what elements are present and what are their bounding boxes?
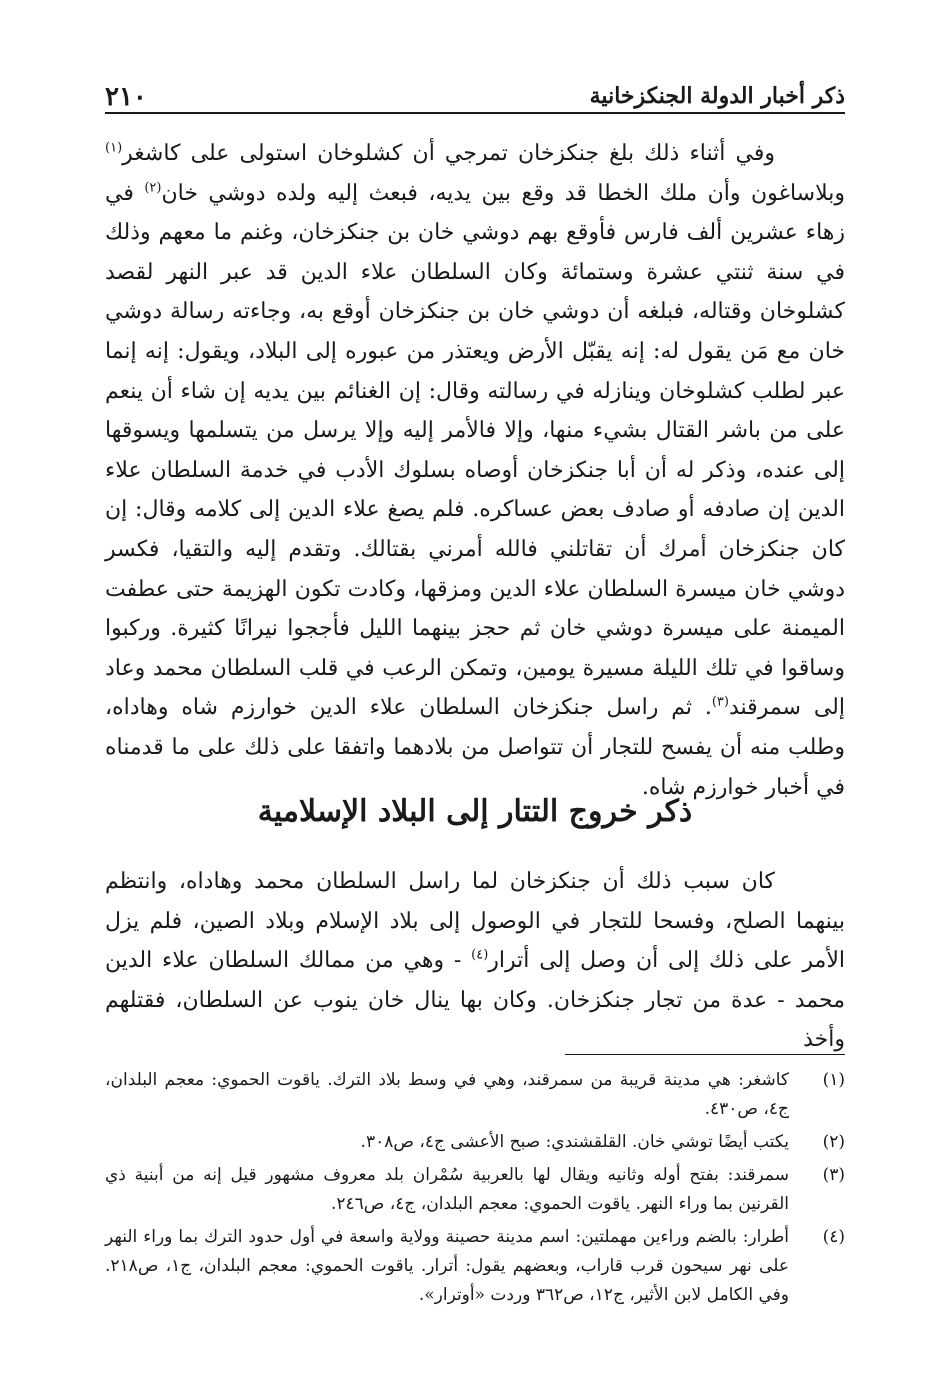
- footnote-text: يكتب أيضًا توشي خان. القلقشندي: صبح الأعشى ج٤، ص٣٠٨.: [360, 1132, 789, 1152]
- footnote-text: أطرار: بالضم وراءين مهملتين: اسم مدينة حصينة وولاية واسعة في أول حدود الترك بما وراء النهر على نهر سيحون قرب قاراب، وبعضهم يقول: أترار. ياقوت الحموي: معجم البلدان، ج١، ص٢١٨. وفي الكامل لابن الأثير، ج١٢، ص٣٦٢ وردت «أوترار».: [105, 1227, 789, 1305]
- paragraph-1: [105, 134, 845, 807]
- footnote: [105, 1128, 845, 1157]
- footnote-text: سمرقند: بفتح أوله وثانيه ويقال لها بالعربية سُمْران بلد معروف مشهور قيل إنه من أبنية ذي القرنين بما وراء النهر. ياقوت الحموي: معجم البلدان، ج٤، ص٢٤٦.: [105, 1165, 789, 1214]
- footnote-number: (٤): [822, 1227, 845, 1247]
- footnotes: [105, 1066, 845, 1314]
- footnote: [105, 1223, 845, 1310]
- footnote: [105, 1161, 845, 1219]
- paragraph-2: [105, 862, 845, 1060]
- footnote-number: (٢): [822, 1132, 845, 1152]
- footnote-ref-3: (٣): [711, 694, 729, 710]
- footnote-number: (١): [822, 1070, 845, 1090]
- text-run: . ثم راسل جنكزخان السلطان علاء الدين خوارزم شاه وهاداه، وطلب منه أن يفسح للتجار أن تتواصل من بلادهما واتفقا على ذلك على ما قدمناه في أخبار خوارزم شاه.: [105, 695, 845, 800]
- footnote-ref-4: (٤): [471, 947, 489, 963]
- text-run: وبلاساغون وأن ملك الخطا قد وقع بين يديه، فبعث إليه ولده دوشي خان: [161, 180, 845, 206]
- text-run: كان سبب ذلك أن جنكزخان لما راسل السلطان محمد وهاداه، وانتظم بينهما الصلح، وفسحا للتجار في الوصول إلى بلاد الإسلام وبلاد الصين، فلم يزل الأمر على ذلك إلى أن وصل إلى أترار: [105, 869, 845, 974]
- footnote-text: كاشغر: هي مدينة قريبة من سمرقند، وهي في وسط بلاد الترك. ياقوت الحموي: معجم البلدان، ج٤، ص٤٣٠.: [105, 1070, 789, 1119]
- footnote: [105, 1066, 845, 1124]
- header-rule: [105, 112, 845, 114]
- main-text: [105, 134, 845, 807]
- section-text: [105, 862, 845, 1060]
- footnote-ref-1: (١): [105, 140, 123, 156]
- text-run: - وهي من ممالك السلطان علاء الدين محمد - عدة من تجار جنكزخان. وكان بها ينال خان ينوب عن السلطان، فقتلهم وأخذ: [105, 948, 845, 1053]
- footnote-ref-2: (٢): [144, 180, 162, 196]
- footnote-separator: [565, 1054, 845, 1055]
- footnote-number: (٣): [822, 1165, 845, 1185]
- text-run: وفي أثناء ذلك بلغ جنكزخان تمرجي أن كشلوخان استولى على كاشغر: [122, 141, 775, 166]
- text-run: في زهاء عشرين ألف فارس فأوقع بهم دوشي خان بن جنكزخان، وغنم ما معهم وذلك في سنة ثنتي عشرة وستمائة وكان السلطان علاء الدين قد عبر النهر لقصد كشلوخان وقتاله، فبلغه أن دوشي خان بن جنكزخان أوقع به، وجاءته رسالة دوشي خان مع مَن يقول له: إنه يقبّل الأرض ويعتذر من عبوره إلى البلاد، ويقول: إنه إنما عبر لطلب كشلوخان وينازله في رسالته وقال: إن الغنائم بين يديه إن شاء أن ينعم على من باشر القتال بشيء منها، وإلا فالأمر إليه وإلا يرسل من يتسلمها ويسوقها إلى عنده، وذكر له أن أبا جنكزخان أوصاه بسلوك الأدب في خدمة السلطان علاء الدين إن صادفه أو صادف بعض عساكره. فلم يصغ علاء الدين إلى كلامه وقال: إن كان جنكزخان أمرك أن تقاتلني فالله أمرني بقتالك. وتقدم إليه والتقيا، فكسر دوشي خان ميسرة السلطان علاء الدين ومزقها، وكادت تكون الهزيمة حتى عطفت الميمنة على ميسرة دوشي خان ثم حجز بينهما الليل فأججوا نيرانًا كثيرة. وركبوا وساقوا في تلك الليلة مسيرة يومين، وتمكن الرعب في قلب السلطان محمد وعاد إلى سمرقند: [105, 180, 845, 721]
- running-header: [105, 74, 845, 112]
- section-heading: ذكر خروج التتار إلى البلاد الإسلامية: [257, 794, 693, 829]
- header-title: ذكر أخبار الدولة الجنكزخانية: [589, 83, 845, 109]
- page-number: ٢١٠: [105, 82, 147, 112]
